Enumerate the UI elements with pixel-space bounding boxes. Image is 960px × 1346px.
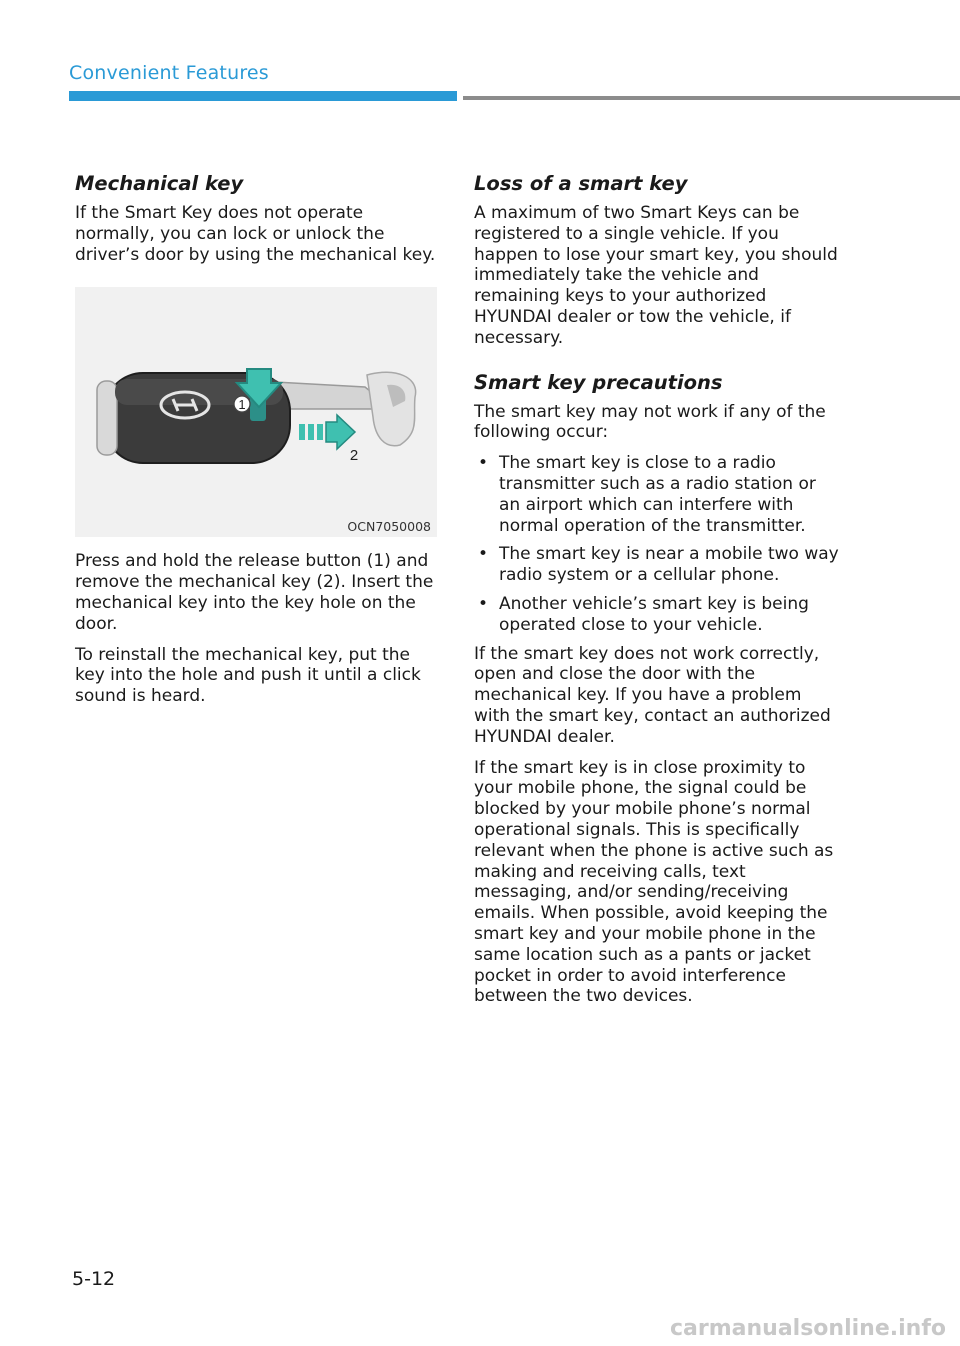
header-accent-bar <box>69 91 457 101</box>
precautions-intro: The smart key may not work if any of the following occur: <box>474 401 826 443</box>
right-column <box>474 172 840 1017</box>
precautions-para-4: If the smart key is in close proximity to your mobile phone, the signal could be blocked by your mobile phone’s normal operational signals. This is specifically relevant when the phone is active such as making and receiving calls, text messaging, and/or sending/receiving emails. When possible, avoid keeping the smart key and your mobile phone in the same location such as a pants or jacket pocket in order to avoid interference between the two devices. <box>474 757 834 1007</box>
list-item: • The smart key is close to a radio transmitter such as a radio station or an airport which can interfere with normal operation of the transmitter. <box>478 453 816 536</box>
page-number: 5-12 <box>72 1268 116 1290</box>
mechanical-key-para-1: Press and hold the release button (1) and remove the mechanical key (2). Insert the mechanical key into the key hole on the door. <box>75 551 434 634</box>
section-title: Convenient Features <box>69 62 269 84</box>
smart-key-figure <box>75 287 437 537</box>
fob-left-trim <box>97 381 117 455</box>
header-rule <box>463 96 960 100</box>
callout-2: 2 <box>349 447 359 465</box>
pull-arrow-stripe <box>308 424 314 440</box>
pull-arrow <box>326 415 355 449</box>
pull-arrow-stripe <box>317 424 323 440</box>
precautions-list <box>474 453 840 635</box>
mechanical-key-intro: If the Smart Key does not operate normally, you can lock or unlock the driver’s door by using the mechanical key. <box>75 203 436 265</box>
list-item: • The smart key is near a mobile two way radio system or a cellular phone. <box>478 544 839 586</box>
list-item: • Another vehicle’s smart key is being operated close to your vehicle. <box>478 593 809 635</box>
smart-key-illustration <box>75 287 437 537</box>
mechanical-key-para-2: To reinstall the mechanical key, put the key into the hole and push it until a click sound is heard. <box>75 644 421 707</box>
loss-para: A maximum of two Smart Keys can be registered to a single vehicle. If you happen to lose your smart key, you should immediately take the vehicle and remaining keys to your authorized HYUNDAI dealer or tow the vehicle, if necessary. <box>474 203 838 348</box>
figure-code: OCN7050008 <box>347 519 431 535</box>
loss-heading: Loss of a smart key <box>474 172 688 195</box>
left-column <box>75 172 437 717</box>
mechanical-key-heading: Mechanical key <box>75 172 244 195</box>
pull-arrow-stripe <box>299 424 305 440</box>
precautions-para-3: If the smart key does not work correctly, open and close the door with the mechanical key. If you have a problem with the smart key, contact an authorized HYUNDAI dealer. <box>474 643 831 747</box>
precautions-heading: Smart key precautions <box>474 370 723 394</box>
callout-1: 1 <box>238 397 246 413</box>
watermark: carmanualsonline.info <box>670 1316 946 1341</box>
key-grip <box>367 373 416 447</box>
